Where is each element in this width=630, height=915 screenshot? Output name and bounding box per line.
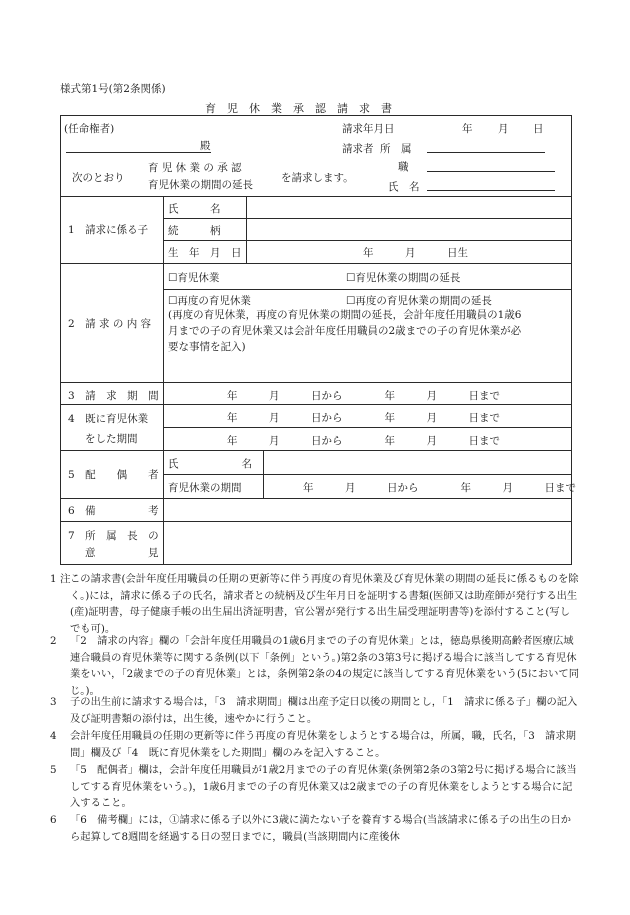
form-number: 様式第1号(第2条関係) [60, 83, 166, 95]
section4-label-line2: をした期間 [85, 433, 138, 445]
request-period: 年 月 日から 年 月 日まで [227, 390, 500, 402]
option-approval: 育 児 休 業 の 承 認 [148, 162, 242, 174]
section7-label-line2: 意 見 [85, 547, 159, 559]
intro-text: 次のとおり [72, 172, 125, 184]
child-birthdate-label: 生 年 月 日 [168, 247, 242, 259]
rule [163, 218, 572, 219]
dono-label: 殿 [200, 140, 211, 152]
spouse-leave-period: 年 月 日から 年 月 日まで [303, 482, 576, 494]
spouse-leave-period-label: 育児休業の期間 [168, 482, 242, 494]
child-relation-label: 続 柄 [168, 225, 221, 237]
checkbox-repeat-extension[interactable]: ☐再度の育児休業の期間の延長 [346, 295, 492, 307]
requester-label: 請求者 [342, 143, 374, 155]
appointer-label: (任命権者) [64, 123, 115, 135]
appointer-line [66, 152, 211, 153]
note-item [50, 812, 580, 845]
note-number: 6 [50, 814, 57, 826]
note-number: 4 [50, 730, 57, 742]
request-suffix: を請求します。 [281, 172, 354, 184]
section5-label: 5 配 偶 者 [68, 469, 159, 481]
section7-label: 7 所 属 長 の [68, 530, 159, 542]
note-item [50, 571, 580, 637]
section1-label: 1 請求に係る子 [68, 224, 149, 236]
day-label: 日 [533, 123, 544, 135]
note-item [50, 694, 580, 727]
note-text: 会計年度任用職員の任期の更新等に伴う再度の育児休業をしようとする場合は，所属，職，氏名，「3 請求期間」欄及び「4 既に育児休業をした期間」欄のみを記入すること。 [70, 730, 576, 759]
name-label: 氏 名 [388, 181, 420, 193]
note-number: 1 [50, 573, 57, 585]
note-number: 2 [50, 635, 57, 647]
col-divider [163, 196, 164, 565]
note-text: 「6 備考欄」には，①請求に係る子以外に3歳に満たない子を養育する場合(当該請求に係る子の出生の日から起算して8週間を経過する日の翌日までに，職員(当該期間内に産後休 [70, 814, 572, 843]
month-label: 月 [498, 123, 509, 135]
request-reason-note: 要な事情を記入) [168, 341, 246, 353]
notes-prefix: 注 [60, 573, 71, 585]
request-reason-note: 月までの子の育児休業又は会計年度任用職員の2歳までの子の育児休業が必 [168, 325, 522, 337]
child-birthdate-value: 年 月 日生 [363, 247, 468, 259]
note-item [50, 633, 580, 699]
position-line [427, 171, 555, 172]
spouse-name-label: 氏 名 [168, 458, 252, 470]
form-title: 育 児 休 業 承 認 請 求 書 [205, 102, 392, 115]
request-reason-note: (再度の育児休業，再度の育児休業の期間の延長，会計年度任用職員の1歳6 [168, 309, 522, 321]
rule [163, 240, 572, 241]
checkbox-childcare-leave[interactable]: ☐育児休業 [168, 272, 220, 284]
rule [60, 196, 572, 197]
section4-label: 4 既に育児休業 [68, 413, 149, 425]
note-item [50, 762, 580, 812]
rule [60, 382, 572, 383]
previous-period-2: 年 月 日から 年 月 日まで [227, 435, 500, 447]
note-text: 「2 請求の内容」欄の「会計年度任用職員の1歳6月までの子の育児休業」とは，徳島県後期高齢者医療広域連合職員の育児休業等に関する条例(以下「条例」という。)第2条の3第3号に掲げる場合に該当してする育児休業をいい，「2歳までの子の育児休業」とは，条例第2条の4の規定に該当してする育児休業をいう(5において同じ。)。 [70, 635, 580, 697]
rule [60, 450, 572, 451]
section2-label: 2 請 求 の 内 容 [68, 318, 152, 330]
col-divider [246, 196, 247, 263]
child-name-label: 氏 名 [168, 203, 221, 215]
note-text: 「5 配偶者」欄は，会計年度任用職員が1歳2月までの子の育児休業(条例第2条の3第2号に掲げる場合に該当してする育児休業をいう。)，1歳6月までの子の育児休業又は2歳までの子の育児休業をしようとする場合に記入すること。 [70, 764, 577, 809]
affiliation-line [427, 152, 545, 153]
rule [163, 474, 572, 475]
note-number: 3 [50, 696, 57, 708]
section6-label: 6 備 考 [68, 505, 159, 517]
rule [60, 404, 572, 405]
checkbox-leave-extension[interactable]: ☐育児休業の期間の延長 [346, 272, 461, 284]
note-number: 5 [50, 764, 57, 776]
note-item [50, 728, 580, 761]
section3-label: 3 請 求 期 間 [68, 390, 159, 402]
checkbox-repeat-leave[interactable]: ☐再度の育児休業 [168, 295, 251, 307]
request-date-label: 請求年月日 [342, 123, 395, 135]
position-label: 職 [398, 161, 409, 173]
rule [163, 427, 572, 428]
option-extension: 育児休業の期間の延長 [148, 179, 253, 191]
note-text: 子の出生前に請求する場合は，「3 請求期間」欄は出産予定日以後の期間とし，「1 請求に係る子」欄の記入及び証明書類の添付は，出生後，速やかに行うこと。 [70, 696, 578, 725]
affiliation-label: 所 属 [380, 143, 412, 155]
col-divider [263, 450, 264, 498]
rule [60, 521, 572, 522]
rule [60, 498, 572, 499]
rule [163, 289, 572, 290]
note-text: この請求書(会計年度任用職員の任期の更新等に伴う再度の育児休業及び育児休業の期間の延長に係るものを除く。)には，請求に係る子の氏名，請求者との続柄及び生年月日を証明する書類(医師又は助産師が発行する出生(産)証明書，母子健康手帳の出生届出済証明書，官公署が発行する出生届受理証明書等)を添付すること(写しでも可)。 [70, 573, 579, 635]
rule [60, 263, 572, 264]
previous-period-1: 年 月 日から 年 月 日まで [227, 412, 500, 424]
year-label: 年 [462, 123, 473, 135]
name-line [427, 190, 555, 191]
